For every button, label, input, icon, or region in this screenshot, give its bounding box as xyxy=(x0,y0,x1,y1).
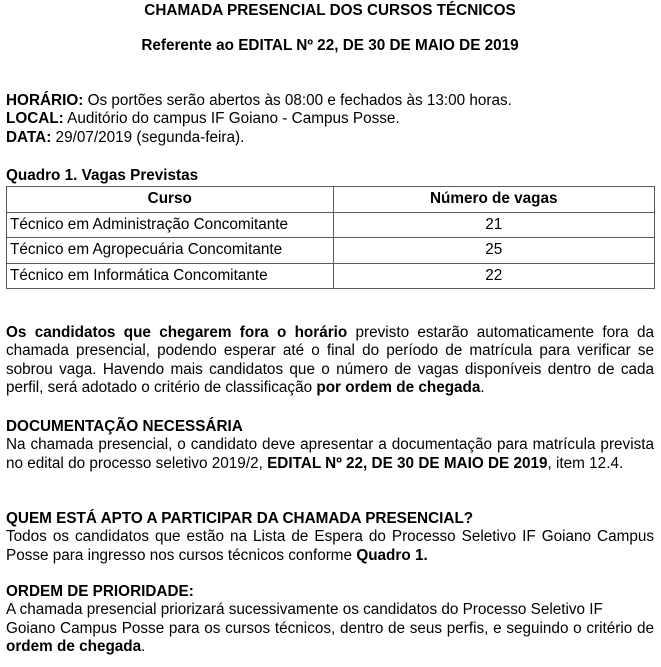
curso-cell: Técnico em Informática Concomitante xyxy=(7,263,334,289)
late-arrival-body: previsto estarão automaticamente fora da chamada presencial, podendo esperar até o final do período de matrícula para verificar se sobrou vaga. Havendo mais candidatos que o número de vagas disponíveis dentro de cada perfil, será adotado o critério de classificação xyxy=(6,324,654,396)
local-line xyxy=(6,110,654,128)
table-row xyxy=(7,212,655,238)
horario-label: HORÁRIO: xyxy=(6,92,84,109)
horario-text: Os portões serão abertos às 08:00 e fechados às 13:00 horas. xyxy=(83,92,512,109)
late-arrival-end: . xyxy=(480,378,485,396)
vagas-cell: 25 xyxy=(333,238,654,264)
priority-heading: ORDEM DE PRIORIDADE: xyxy=(6,583,194,600)
table-header-row xyxy=(7,187,655,213)
documentation-text xyxy=(6,436,654,473)
eligibility-section xyxy=(6,510,654,565)
priority-line-1: A chamada presencial priorizará sucessivamente os candidatos do Processo Seletivo IF xyxy=(6,601,603,619)
eligibility-body: Todos os candidatos que estão na Lista de Espera do Processo Seletivo IF Goiano Campus Posse para ingresso nos cursos técnicos conforme xyxy=(6,528,654,564)
eligibility-heading: QUEM ESTÁ APTO A PARTICIPAR DA CHAMADA PRESENCIAL? xyxy=(6,510,474,527)
curso-cell: Técnico em Administração Concomitante xyxy=(7,212,334,238)
priority-section xyxy=(6,583,654,656)
vagas-table xyxy=(6,186,655,289)
documentation-heading: DOCUMENTAÇÃO NECESSÁRIA xyxy=(6,418,243,435)
priority-text xyxy=(6,620,654,657)
column-header-vagas: Número de vagas xyxy=(333,187,654,213)
document-title: CHAMADA PRESENCIAL DOS CURSOS TÉCNICOS xyxy=(144,2,516,19)
documentation-end: , item 12.4. xyxy=(547,454,624,472)
table-caption: Quadro 1. Vagas Previstas xyxy=(6,167,199,184)
data-text: 29/07/2019 (segunda-feira). xyxy=(51,128,245,146)
priority-end: . xyxy=(141,637,146,655)
vagas-cell: 21 xyxy=(333,212,654,238)
local-text: Auditório do campus IF Goiano - Campus Posse. xyxy=(63,110,400,128)
documentation-body: Na chamada presencial, o candidato deve apresentar a documentação para matrícula prevista no edital do processo seletivo 2019/2, xyxy=(6,436,654,472)
documentation-edital-ref: EDITAL Nº 22, DE 30 DE MAIO DE 2019 xyxy=(267,454,548,472)
late-arrival-text xyxy=(6,324,654,397)
info-block xyxy=(6,92,654,147)
late-arrival-paragraph xyxy=(6,324,654,397)
local-label: LOCAL: xyxy=(6,110,64,128)
curso-cell: Técnico em Agropecuária Concomitante xyxy=(7,238,334,264)
horario-line xyxy=(6,92,654,110)
late-arrival-criterion: por ordem de chegada xyxy=(316,378,481,396)
priority-body: Goiano Campus Posse para os cursos técnicos, dentro de seus perfis, e seguindo o critério de xyxy=(6,619,654,637)
document-subtitle: Referente ao EDITAL Nº 22, DE 30 DE MAIO DE 2019 xyxy=(141,37,519,54)
column-header-curso: Curso xyxy=(7,187,334,213)
late-arrival-lead: Os candidatos que chegarem fora o horário xyxy=(6,324,348,341)
priority-criterion: ordem de chegada xyxy=(6,637,142,655)
table-row xyxy=(7,263,655,289)
eligibility-text xyxy=(6,528,654,565)
data-line xyxy=(6,129,654,147)
table-row xyxy=(7,238,655,264)
vagas-cell: 22 xyxy=(333,263,654,289)
eligibility-quadro-ref: Quadro 1. xyxy=(356,546,428,564)
data-label: DATA: xyxy=(6,128,52,146)
documentation-section xyxy=(6,418,654,473)
